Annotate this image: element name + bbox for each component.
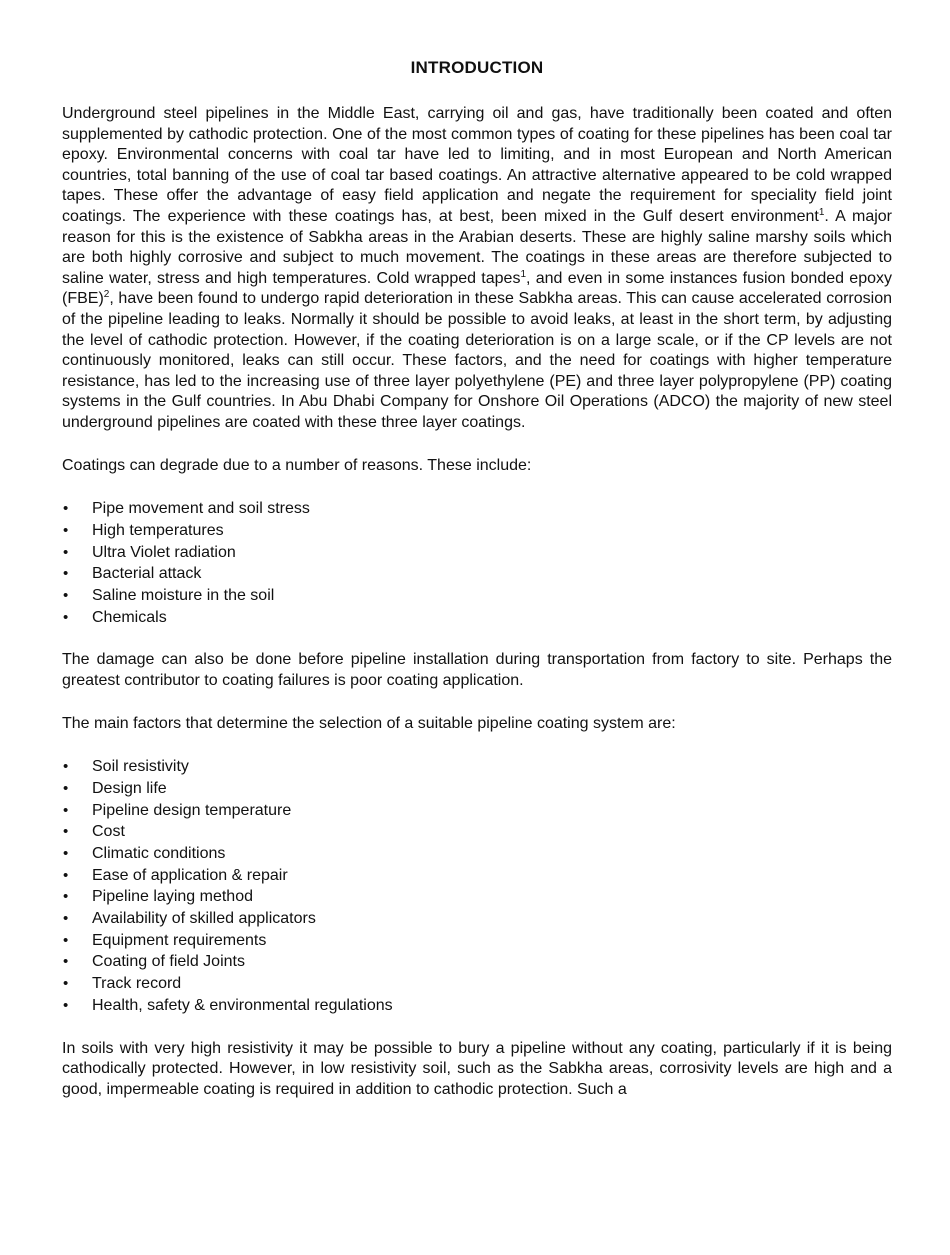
degradation-reasons-list [62, 498, 892, 628]
list-item: • Ease of application & repair [62, 865, 892, 887]
degradation-intro-paragraph: Coatings can degrade due to a number of reasons. These include: [62, 456, 532, 474]
list-item: • Design life [62, 778, 892, 800]
footnote-ref-2: 1 [520, 268, 526, 280]
list-item: • Availability of skilled applicators [62, 908, 892, 930]
selection-intro-paragraph: The main factors that determine the selection of a suitable pipeline coating system are: [62, 714, 676, 732]
section-title: INTRODUCTION [410, 58, 544, 77]
list-item: • Soil resistivity [62, 756, 892, 778]
list-item: • Saline moisture in the soil [62, 585, 892, 607]
list-item: • Pipe movement and soil stress [62, 498, 892, 520]
intro-paragraph [62, 104, 892, 434]
footnote-ref-3: 2 [103, 289, 110, 301]
intro-text-part-3: , and even in some instances fusion bonded epoxy (FBE) [62, 269, 892, 308]
list-item: • Coating of field Joints [62, 951, 892, 973]
intro-text-part-2: . A major reason for this is the existence of Sabkha areas in the Arabian deserts. These are highly saline marshy soils which are both highly corrosive and subject to much movement. The coatings in these areas are therefore subjected to saline water, stress and high temperatures. Cold wrapped tapes [62, 207, 893, 287]
resistivity-paragraph: In soils with very high resistivity it may be possible to bury a pipeline without any coating, particularly if it is being cathodically protected. However, in low resistivity soil, such as the Sabkha areas, corrosivity levels are high and a good, impermeable coating is required in addition to cathodic protection. Such a [62, 1039, 892, 1098]
selection-factors-list [62, 756, 892, 1016]
list-item: • Pipeline laying method [62, 886, 892, 908]
intro-text-part-1: Underground steel pipelines in the Middle East, carrying oil and gas, have traditionally been coated and often supplemented by cathodic protection. One of the most common types of coating for these pipelines has been coal tar epoxy. Environmental concerns with coal tar have led to limiting, and in most European and North American countries, total banning of the use of coal tar based coatings. An attractive alternative appeared to be cold wrapped tapes. These offer the advantage of easy field application and negate the requirement for speciality field joint coatings. The experience with these coatings has, at best, been mixed in the Gulf desert environment [62, 105, 892, 225]
list-item: • Chemicals [62, 607, 892, 629]
list-item: • Bacterial attack [62, 563, 892, 585]
list-item: • Pipeline design temperature [62, 800, 892, 822]
list-item: • Health, safety & environmental regulations [62, 995, 892, 1017]
footnote-ref-1: 1 [818, 206, 825, 218]
damage-paragraph: The damage can also be done before pipeline installation during transportation from factory to site. Perhaps the greatest contributor to coating failures is poor coating application. [62, 651, 892, 689]
list-item: • Ultra Violet radiation [62, 542, 892, 564]
intro-text-part-4: , have been found to undergo rapid deterioration in these Sabkha areas. This can cause accelerated corrosion of the pipeline leading to leaks. Normally it should be possible to avoid leaks, at least in the short term, by adjusting the level of cathodic protection. However, if the coating deterioration is on a large scale, or if the CP levels are not continuously monitored, leaks can still occur. These factors, and the need for coatings with higher temperature resistance, has led to the increasing use of three layer polyethylene (PE) and three layer polypropylene (PP) coating systems in the Gulf countries. In Abu Dhabi Company for Onshore Oil Operations (ADCO) the majority of new steel underground pipelines are coated with these three layer coatings. [62, 290, 892, 431]
document-page [62, 58, 892, 1100]
list-item: • Cost [62, 821, 892, 843]
list-item: • Track record [62, 973, 892, 995]
list-item: • Climatic conditions [62, 843, 892, 865]
list-item: • Equipment requirements [62, 930, 892, 952]
list-item: • High temperatures [62, 520, 892, 542]
